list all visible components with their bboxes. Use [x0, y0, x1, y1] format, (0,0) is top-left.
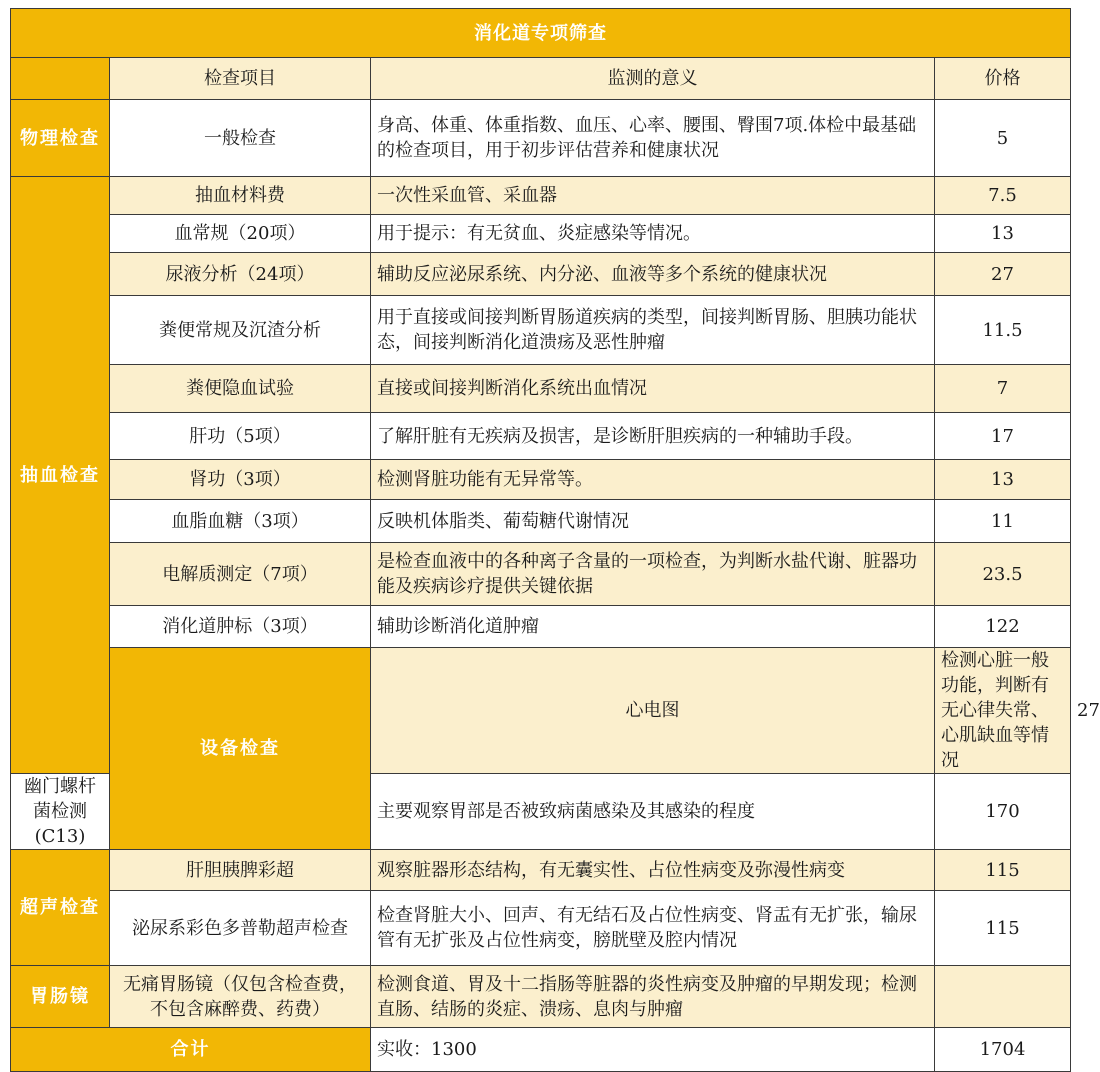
- row-price: 13: [935, 460, 1071, 500]
- row-price: 11: [935, 500, 1071, 543]
- row-item: 无痛胃肠镜（仅包含检查费，不包含麻醉费、药费）: [110, 966, 371, 1028]
- row-price: 7: [935, 365, 1071, 413]
- table-row: [11, 296, 1071, 365]
- row-item: 心电图: [371, 648, 935, 774]
- table-row: [11, 413, 1071, 460]
- table-row: [11, 966, 1071, 1028]
- table-row: [11, 460, 1071, 500]
- total-sum: 1704: [935, 1028, 1071, 1072]
- table-row: [11, 177, 1071, 215]
- row-price: 170: [935, 774, 1071, 850]
- header-blank-cell: [11, 58, 110, 100]
- category-device: 设备检查: [110, 648, 371, 850]
- table-row: [11, 215, 1071, 253]
- row-price: 5: [935, 100, 1071, 177]
- row-meaning: 一次性采血管、采血器: [371, 177, 935, 215]
- row-price: 7.5: [935, 177, 1071, 215]
- table-row: 设备检查 心电图 检测心脏一般功能，判断有无心律失常、心肌缺血等情况 27: [11, 648, 1071, 774]
- exam-table-container: [10, 8, 1100, 1072]
- row-meaning: 用于直接或间接判断胃肠道疾病的类型，间接判断胃肠、胆胰功能状态，间接判断消化道溃疡及恶性肿瘤: [371, 296, 935, 365]
- row-item: 电解质测定（7项）: [110, 543, 371, 606]
- category-endoscopy: 胃肠镜: [11, 966, 110, 1028]
- row-item: 尿液分析（24项）: [110, 253, 371, 296]
- header-item: 检查项目: [110, 58, 371, 100]
- row-meaning: 辅助诊断消化道肿瘤: [371, 606, 935, 648]
- row-price: 11.5: [935, 296, 1071, 365]
- header-meaning: 监测的意义: [371, 58, 935, 100]
- row-meaning: 直接或间接判断消化系统出血情况: [371, 365, 935, 413]
- table-row: [11, 891, 1071, 966]
- row-meaning: 主要观察胃部是否被致病菌感染及其感染的程度: [371, 774, 935, 850]
- row-item: 粪便常规及沉渣分析: [110, 296, 371, 365]
- total-label: 合计: [11, 1028, 371, 1072]
- row-meaning: 是检查血液中的各种离子含量的一项检查，为判断水盐代谢、脏器功能及疾病诊疗提供关键依据: [371, 543, 935, 606]
- table-row: [11, 543, 1071, 606]
- row-meaning: 观察脏器形态结构，有无囊实性、占位性病变及弥漫性病变: [371, 850, 935, 891]
- exam-price-table: [10, 8, 1100, 1072]
- table-row: [11, 253, 1071, 296]
- row-item: 肝功（5项）: [110, 413, 371, 460]
- table-row: [11, 606, 1071, 648]
- row-meaning: 身高、体重、体重指数、血压、心率、腰围、臀围7项.体检中最基础的检查项目，用于初步评估营养和健康状况: [371, 100, 935, 177]
- row-price: 122: [935, 606, 1071, 648]
- table-title-row: [11, 9, 1071, 58]
- table-row: [11, 500, 1071, 543]
- row-item: 肾功（3项）: [110, 460, 371, 500]
- row-price: [935, 966, 1071, 1028]
- header-row: [11, 58, 1071, 100]
- table-row: [11, 100, 1071, 177]
- total-actual: 实收：1300: [371, 1028, 935, 1072]
- row-price: 115: [935, 850, 1071, 891]
- row-meaning: 辅助反应泌尿系统、内分泌、血液等多个系统的健康状况: [371, 253, 935, 296]
- row-item: 血脂血糖（3项）: [110, 500, 371, 543]
- table-row: [11, 850, 1071, 891]
- row-price: 17: [935, 413, 1071, 460]
- total-row: [11, 1028, 1071, 1072]
- row-price: 27: [935, 253, 1071, 296]
- row-item: 抽血材料费: [110, 177, 371, 215]
- row-meaning: 检测肾脏功能有无异常等。: [371, 460, 935, 500]
- row-item: 消化道肿标（3项）: [110, 606, 371, 648]
- table-title: 消化道专项筛查: [11, 9, 1071, 58]
- row-price: 13: [935, 215, 1071, 253]
- row-price: 115: [935, 891, 1071, 966]
- row-item: 幽门螺杆菌检测(C13): [11, 774, 110, 850]
- category-blood: 抽血检查: [11, 177, 110, 774]
- row-meaning: 反映机体脂类、葡萄糖代谢情况: [371, 500, 935, 543]
- table-row: [11, 365, 1071, 413]
- row-meaning: 检查肾脏大小、回声、有无结石及占位性病变、肾盂有无扩张，输尿管有无扩张及占位性病变，膀胱壁及腔内情况: [371, 891, 935, 966]
- row-meaning: 检测食道、胃及十二指肠等脏器的炎性病变及肿瘤的早期发现；检测直肠、结肠的炎症、溃疡、息肉与肿瘤: [371, 966, 935, 1028]
- row-price: 23.5: [935, 543, 1071, 606]
- category-physical: 物理检查: [11, 100, 110, 177]
- row-item: 肝胆胰脾彩超: [110, 850, 371, 891]
- row-item: 粪便隐血试验: [110, 365, 371, 413]
- row-item: 血常规（20项）: [110, 215, 371, 253]
- header-price: 价格: [935, 58, 1071, 100]
- row-meaning: 用于提示：有无贫血、炎症感染等情况。: [371, 215, 935, 253]
- row-item: 泌尿系彩色多普勒超声检查: [110, 891, 371, 966]
- category-ultrasound: 超声检查: [11, 850, 110, 966]
- row-meaning: 了解肝脏有无疾病及损害，是诊断肝胆疾病的一种辅助手段。: [371, 413, 935, 460]
- row-item: 一般检查: [110, 100, 371, 177]
- row-meaning: 检测心脏一般功能，判断有无心律失常、心肌缺血等情况: [935, 648, 1071, 774]
